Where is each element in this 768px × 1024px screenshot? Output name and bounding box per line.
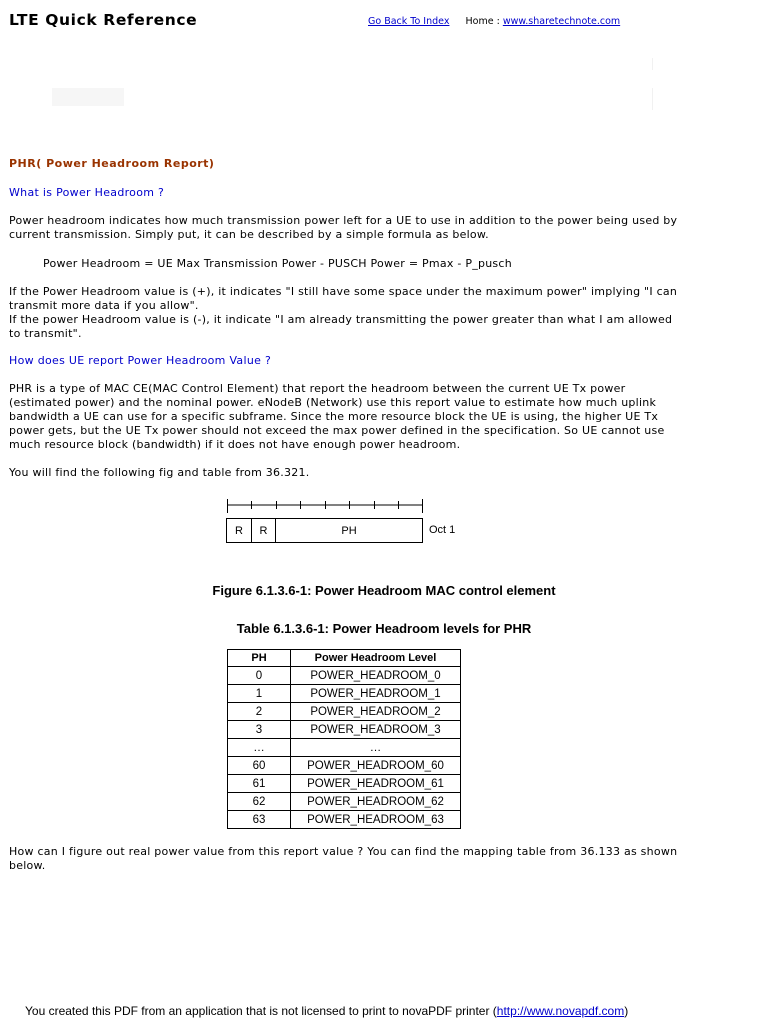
negative-ph-text: If the power Headroom value is (-), it indicate "I am already transmitting the power greater than what I am allowed to transmit".: [9, 313, 673, 340]
bit-ruler: [227, 499, 425, 515]
pdf-footer: [25, 1004, 628, 1018]
figure-caption: Figure 6.1.3.6-1: Power Headroom MAC control element: [212, 583, 556, 598]
table-row: [228, 775, 461, 793]
level-cell: POWER_HEADROOM_62: [291, 793, 461, 811]
banner-remnant: [52, 88, 124, 106]
column-header-ph: PH: [228, 650, 291, 667]
paragraph-mapping: How can I figure out real power value from this report value ? You can find the mapping table from 36.133 as shown below.: [9, 845, 678, 872]
home-label: Home :: [465, 16, 500, 27]
level-cell: POWER_HEADROOM_1: [291, 685, 461, 703]
back-to-index-link[interactable]: Go Back To Index: [368, 16, 450, 27]
top-nav: [368, 16, 620, 27]
ph-cell: 63: [228, 811, 291, 829]
ph-cell: 2: [228, 703, 291, 721]
mac-ce-octet: [226, 518, 423, 543]
ph-cell: 60: [228, 757, 291, 775]
paragraph-phr-mac-ce: PHR is a type of MAC CE(MAC Control Element) that report the headroom between the current UE Tx power (estimated power) and the nominal power. eNodeB (Network) use this report value to estimate how much uplink bandwidth a UE can use for a specific subframe. Since the more resource block the UE is using, the higher UE Tx power gets, but the UE Tx power should not exceed the max power defined in the specification. So UE cannot use much resource block (bandwidth) if it does not have enough power headroom.: [9, 382, 665, 451]
paragraph-positive-negative: [9, 285, 679, 341]
column-header-level: Power Headroom Level: [291, 650, 461, 667]
table-row: [228, 739, 461, 757]
table-caption: Table 6.1.3.6-1: Power Headroom levels for PHR: [236, 621, 532, 636]
banner-divider: [652, 88, 653, 110]
ph-cell: …: [228, 739, 291, 757]
level-cell: POWER_HEADROOM_60: [291, 757, 461, 775]
reserved-bit-cell: R: [227, 519, 252, 542]
table-row: [228, 757, 461, 775]
level-cell: POWER_HEADROOM_2: [291, 703, 461, 721]
footer-close: ): [624, 1004, 629, 1018]
banner-divider: [652, 58, 653, 70]
novapdf-link[interactable]: http://www.novapdf.com: [496, 1004, 625, 1018]
level-cell: POWER_HEADROOM_3: [291, 721, 461, 739]
page-title: LTE Quick Reference: [9, 11, 198, 29]
positive-ph-text: If the Power Headroom value is (+), it indicates "I still have some space under the maximum power" implying "I can transmit more data if you allow".: [9, 285, 678, 312]
paragraph-fig-intro: You will find the following fig and table from 36.321.: [9, 466, 310, 479]
ph-cell: 0: [228, 667, 291, 685]
reserved-bit-cell: R: [252, 519, 276, 542]
table-row: [228, 703, 461, 721]
table-row: [228, 667, 461, 685]
table-header-row: [228, 650, 461, 667]
table-row: [228, 685, 461, 703]
octet-label: Oct 1: [429, 524, 456, 536]
level-cell: POWER_HEADROOM_0: [291, 667, 461, 685]
ph-cell: 62: [228, 793, 291, 811]
section-title: PHR( Power Headroom Report): [9, 157, 215, 170]
question-what-is-ph: What is Power Headroom ?: [9, 186, 165, 199]
ph-field-cell: PH: [341, 524, 357, 537]
level-cell: …: [291, 739, 461, 757]
table-row: [228, 793, 461, 811]
footer-text: You created this PDF from an application that is not licensed to print to novaPDF printer (: [25, 1004, 497, 1018]
level-cell: POWER_HEADROOM_61: [291, 775, 461, 793]
formula: Power Headroom = UE Max Transmission Power - PUSCH Power = Pmax - P_pusch: [43, 257, 512, 270]
ph-cell: 61: [228, 775, 291, 793]
ph-cell: 3: [228, 721, 291, 739]
table-row: [228, 811, 461, 829]
power-headroom-table: [227, 649, 461, 829]
ph-cell: 1: [228, 685, 291, 703]
level-cell: POWER_HEADROOM_63: [291, 811, 461, 829]
paragraph-definition: Power headroom indicates how much transmission power left for a UE to use in addition to the power being used by current transmission. Simply put, it can be described by a simple formula as below.: [9, 214, 678, 241]
table-row: [228, 721, 461, 739]
question-how-report: How does UE report Power Headroom Value ?: [9, 354, 272, 367]
home-link[interactable]: www.sharetechnote.com: [502, 16, 621, 27]
